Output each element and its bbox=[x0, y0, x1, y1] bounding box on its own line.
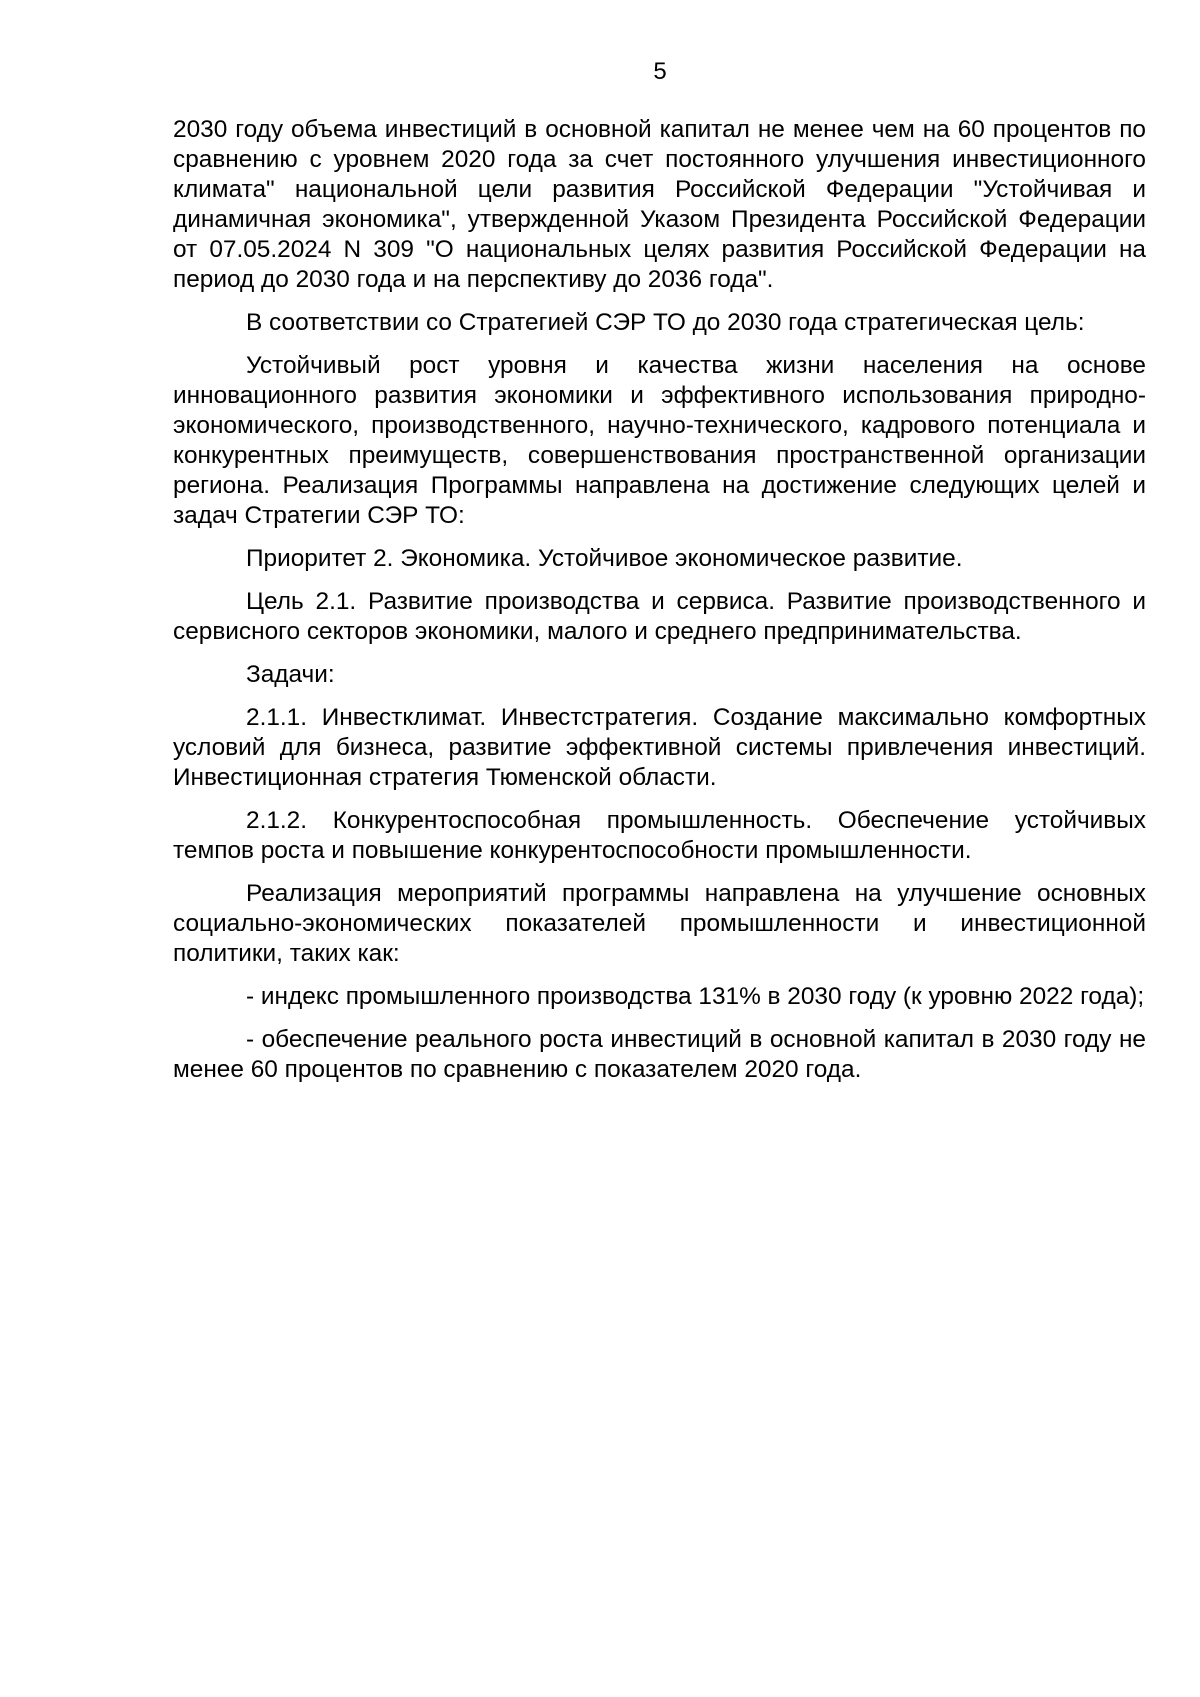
paragraph-strategic-goal: Устойчивый рост уровня и качества жизни населения на основе инновационного развития экономики и эффективного использования природно-экономического, производственного, научно-технического, кадрового потенциала и конкурентных преимуществ, совершенствования пространственной организации региона. Реализация Программы направлена на достижение следующих целей и задач Стратегии СЭР ТО: bbox=[173, 352, 1146, 529]
list-item-industrial-index: - индекс промышленного производства 131% в 2030 году (к уровню 2022 года); bbox=[246, 983, 1145, 1010]
paragraph-strategy-intro: В соответствии со Стратегией СЭР ТО до 2030 года стратегическая цель: bbox=[246, 309, 1085, 336]
page-number: 5 bbox=[653, 58, 667, 85]
paragraph-continuation: 2030 году объема инвестиций в основной капитал не менее чем на 60 процентов по сравнению с уровнем 2020 года за счет постоянного улучшения инвестиционного климата" национальной цели развития Российской Федерации "Устойчивая и динамичная экономика", утвержденной Указом Президента Российской Федерации от 07.05.2024 N 309 "О национальных целях развития Российской Федерации на период до 2030 года и на перспективу до 2036 года". bbox=[173, 116, 1146, 293]
paragraph-tasks-heading: Задачи: bbox=[246, 661, 335, 688]
list-item-investment-growth: - обеспечение реального роста инвестиций в основной капитал в 2030 году не менее 60 процентов по сравнению с показателем 2020 года. bbox=[173, 1026, 1146, 1083]
paragraph-task-2-1-2: 2.1.2. Конкурентоспособная промышленность. Обеспечение устойчивых темпов роста и повышение конкурентоспособности промышленности. bbox=[173, 807, 1146, 864]
document-body bbox=[173, 115, 1146, 1098]
paragraph-goal-2-1: Цель 2.1. Развитие производства и сервиса. Развитие производственного и сервисного секторов экономики, малого и среднего предпринимательства. bbox=[173, 588, 1146, 645]
paragraph-priority: Приоритет 2. Экономика. Устойчивое экономическое развитие. bbox=[246, 545, 963, 572]
paragraph-program-implementation: Реализация мероприятий программы направлена на улучшение основных социально-экономических показателей промышленности и инвестиционной политики, таких как: bbox=[173, 880, 1146, 967]
paragraph-task-2-1-1: 2.1.1. Инвестклимат. Инвестстратегия. Создание максимально комфортных условий для бизнеса, развитие эффективной системы привлечения инвестиций. Инвестиционная стратегия Тюменской области. bbox=[173, 704, 1146, 791]
